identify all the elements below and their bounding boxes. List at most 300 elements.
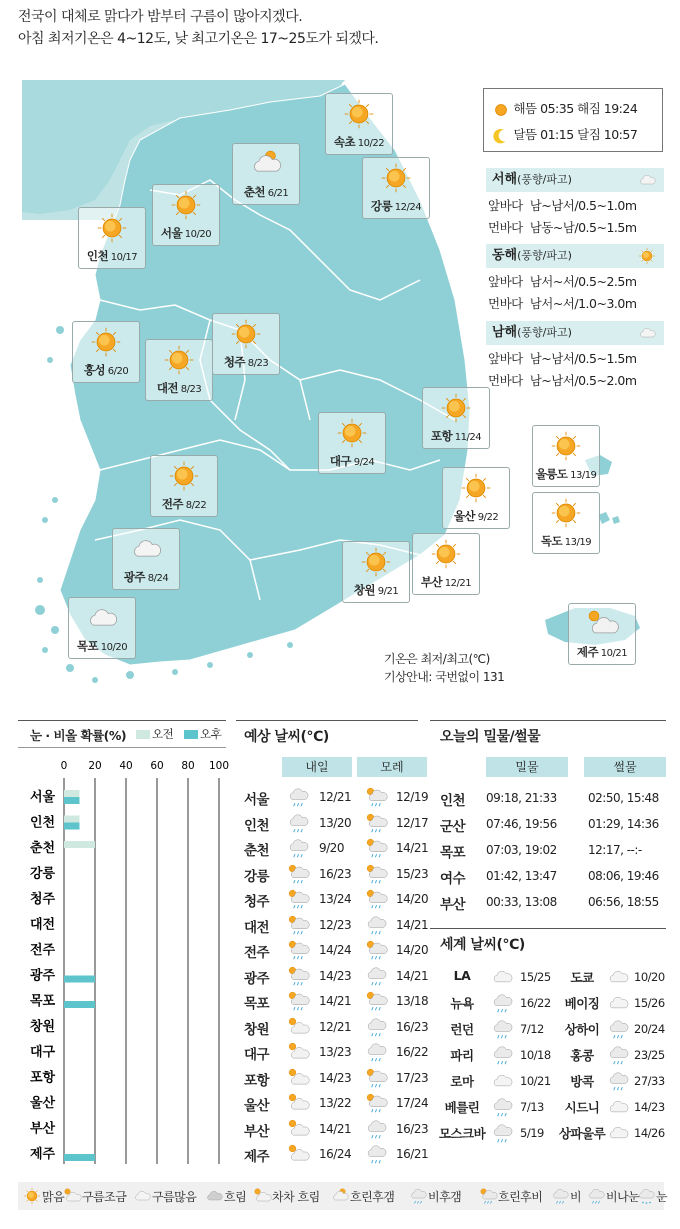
world-temp-left: 5/19 xyxy=(520,1126,544,1140)
sun-rain-icon xyxy=(364,939,388,961)
sun-icon xyxy=(458,472,494,504)
city-name: 춘천 xyxy=(243,185,266,199)
legend-pm-swatch xyxy=(184,730,198,739)
forecast-tomorrow-temp: 13/23 xyxy=(319,1045,352,1059)
city-name: 속초 xyxy=(333,135,356,149)
tides-title: 오늘의 밀물/썰물 xyxy=(440,729,541,745)
rain-bar-am xyxy=(64,841,95,848)
city-temp: 10/20 xyxy=(184,229,212,240)
sun-icon xyxy=(94,212,130,244)
sea-name: 동해 xyxy=(492,248,518,263)
cloud-icon xyxy=(128,533,164,565)
city-temp: 9/21 xyxy=(377,586,399,597)
city-label xyxy=(423,428,489,444)
legend-label: 흐림 xyxy=(224,1189,247,1204)
map-dokdo xyxy=(598,512,620,524)
forecast-col-dayafter: 모레 xyxy=(357,757,427,777)
city-box xyxy=(362,157,430,219)
tide-ebb: 06:56, 18:55 xyxy=(588,895,659,909)
weather-icon-legend xyxy=(18,1182,668,1210)
sun-rain-icon xyxy=(286,888,310,910)
legend-item xyxy=(252,1187,320,1205)
city-temp: 12/24 xyxy=(394,202,422,213)
moonset-label: 달짐 xyxy=(577,127,601,142)
sun-icon xyxy=(228,318,264,350)
forecast-dayafter-temp: 12/17 xyxy=(396,815,429,830)
cloud-icon xyxy=(634,171,660,189)
moonset-time: 10:57 xyxy=(603,127,638,142)
sun-icon xyxy=(168,189,204,221)
city-label xyxy=(443,508,509,524)
sun-rain-icon xyxy=(478,1187,498,1205)
forecast-city: 대구 xyxy=(244,1047,270,1063)
city-name: 울산 xyxy=(453,509,476,523)
sea-far-label: 먼바다 xyxy=(488,296,523,311)
cloud-icon xyxy=(84,602,120,634)
tide-flood: 00:33, 13:08 xyxy=(486,895,557,909)
cloud-rain-icon xyxy=(586,1187,606,1205)
sun-icon xyxy=(161,344,197,376)
forecast-city: 광주 xyxy=(244,970,270,987)
city-box xyxy=(422,387,490,449)
tide-ebb: 02:50, 15:48 xyxy=(588,791,659,805)
cloud-icon xyxy=(490,966,514,988)
city-temp: 10/22 xyxy=(357,138,385,149)
sea-far-value: 남~남서/0.5~2.0m xyxy=(529,373,637,388)
sea-name: 서해 xyxy=(492,172,518,187)
world-row xyxy=(436,1044,668,1068)
sea-far-value: 남서~서/1.0~3.0m xyxy=(529,296,637,311)
forecast-row xyxy=(244,888,429,912)
city-box xyxy=(412,533,480,595)
city-name: 대전 xyxy=(156,381,179,395)
sea-front-line xyxy=(486,272,664,290)
moon-icon xyxy=(492,127,510,145)
rain-bar-am xyxy=(64,816,80,823)
city-name: 강릉 xyxy=(370,199,393,213)
sunset-label: 해짐 xyxy=(577,101,601,116)
city-box xyxy=(152,184,220,246)
world-temp-right: 14/26 xyxy=(634,1126,665,1140)
forecast-city: 제주 xyxy=(244,1149,270,1165)
legend-label: 흐린후비 xyxy=(498,1189,543,1204)
forecast-dayafter-temp: 15/23 xyxy=(396,866,429,881)
forecast-tomorrow-temp: 14/21 xyxy=(319,1121,352,1136)
city-name: 홍성 xyxy=(83,363,106,377)
forecast-dayafter-temp: 17/24 xyxy=(396,1096,429,1110)
city-label xyxy=(113,569,179,585)
forecast-city: 울산 xyxy=(244,1098,270,1114)
forecast-dayafter-temp: 17/23 xyxy=(396,1070,429,1085)
city-label xyxy=(413,574,479,590)
world-row xyxy=(436,1018,668,1042)
cloud-icon xyxy=(606,1122,630,1144)
world-temp-left: 15/25 xyxy=(520,970,551,984)
sea-front-value: 남~남서/0.5~1.0m xyxy=(529,198,637,213)
rain-city-name: 청주 xyxy=(30,892,56,907)
cloud-rain-icon xyxy=(606,1018,630,1040)
sea-front-value: 남~남서/0.5~1.5m xyxy=(529,351,637,366)
tide-city: 여수 xyxy=(440,871,466,887)
headline-line-1: 전국이 대체로 맑다가 밤부터 구름이 많아지겠다. xyxy=(18,9,303,25)
city-box xyxy=(442,467,510,529)
rain-city-name: 울산 xyxy=(30,1096,56,1111)
forecast-tomorrow-temp: 14/21 xyxy=(319,994,352,1008)
rain-city-name: 대전 xyxy=(30,917,56,933)
city-temp: 8/23 xyxy=(247,358,269,369)
legend-item xyxy=(132,1187,196,1205)
forecast-tomorrow-temp: 13/20 xyxy=(319,815,352,830)
legend-item xyxy=(550,1187,581,1205)
forecast-city: 부산 xyxy=(244,1123,270,1140)
sun-icon xyxy=(492,101,510,119)
sun-icon xyxy=(22,1187,42,1205)
rain-sub-rule xyxy=(18,747,226,748)
city-label xyxy=(73,362,139,378)
cloud-icon xyxy=(132,1187,152,1205)
cloud-sun-icon xyxy=(248,148,284,180)
rain-city-name: 광주 xyxy=(30,968,56,984)
city-box xyxy=(532,492,600,554)
cloud-rain-icon xyxy=(550,1187,570,1205)
tide-flood: 07:46, 19:56 xyxy=(486,817,557,831)
forecast-row xyxy=(244,812,429,836)
sea-header xyxy=(486,321,664,345)
sea-front-line xyxy=(486,196,664,214)
world-temp-left: 7/12 xyxy=(520,1022,544,1036)
rain-tick-label: 20 xyxy=(88,760,102,772)
city-name: 인천 xyxy=(86,249,109,263)
city-name: 전주 xyxy=(161,497,184,511)
forecast-row xyxy=(244,786,429,810)
tide-ebb: 08:06, 19:46 xyxy=(588,869,659,883)
world-city-left: LA xyxy=(453,968,471,983)
world-temp-right: 20/24 xyxy=(634,1022,665,1036)
legend-label: 구름많음 xyxy=(152,1189,197,1204)
forecast-dayafter-temp: 12/19 xyxy=(396,790,429,804)
cloud-rain-icon xyxy=(606,1044,630,1066)
city-box xyxy=(150,455,218,517)
world-city-left: 베를린 xyxy=(444,1100,480,1115)
sea-sub: (풍향/파고) xyxy=(517,173,572,186)
forecast-tomorrow-temp: 13/24 xyxy=(319,892,352,906)
cloud-rain-icon xyxy=(364,965,388,987)
sun-rain-icon xyxy=(364,990,388,1012)
world-city-right: 베이징 xyxy=(564,996,600,1011)
forecast-tomorrow-temp: 14/23 xyxy=(319,1070,352,1085)
cloud-rain-icon xyxy=(286,837,310,859)
forecast-row xyxy=(244,914,429,938)
forecast-city: 청주 xyxy=(244,894,270,910)
cloud-rain-icon xyxy=(364,1143,388,1165)
rain-tick-label: 100 xyxy=(208,760,230,772)
city-label xyxy=(233,184,299,200)
city-name: 광주 xyxy=(123,570,146,584)
city-label xyxy=(213,354,279,370)
cloud-icon xyxy=(606,966,630,988)
city-label xyxy=(319,453,385,469)
legend-item xyxy=(330,1187,394,1205)
cloud-icon xyxy=(634,324,660,342)
rain-city-name: 부산 xyxy=(30,1121,56,1137)
cloud-snow-icon xyxy=(636,1187,656,1205)
sea-header xyxy=(486,168,664,192)
forecast-row xyxy=(244,1143,429,1167)
legend-pm-label: 오후 xyxy=(200,727,222,741)
sun-rain-icon xyxy=(286,939,310,961)
city-name: 대구 xyxy=(329,454,352,468)
forecast-city: 포항 xyxy=(244,1072,270,1089)
cloud-rain-icon xyxy=(364,914,388,936)
forecast-tomorrow-temp: 12/23 xyxy=(319,917,352,932)
world-city-right: 상하이 xyxy=(564,1022,600,1037)
city-label xyxy=(69,638,135,654)
sun-rain-icon xyxy=(364,1067,388,1089)
city-temp: 10/17 xyxy=(110,252,138,263)
city-name: 서울 xyxy=(160,226,183,240)
city-box xyxy=(212,313,280,375)
rain-tick-label: 40 xyxy=(119,760,133,772)
tide-row xyxy=(440,865,666,889)
forecast-dayafter-temp: 14/20 xyxy=(396,943,429,957)
world-temp-right: 15/26 xyxy=(634,996,665,1010)
world-temp-right: 23/25 xyxy=(634,1048,665,1062)
tides-col-flood: 밀물 xyxy=(486,757,568,777)
rain-city-name: 대구 xyxy=(30,1045,56,1060)
world-city-right: 상파울루 xyxy=(558,1126,606,1141)
city-label xyxy=(153,225,219,241)
headline-line-2: 아침 최저기온은 4~12도, 낮 최고기온은 17~25도가 되겠다. xyxy=(18,31,379,47)
city-temp: 13/19 xyxy=(570,470,597,481)
legend-item xyxy=(586,1187,639,1205)
world-top-rule xyxy=(430,928,666,929)
sun-icon xyxy=(634,247,660,265)
rain-top-rule xyxy=(18,720,226,721)
forecast-city: 인천 xyxy=(244,817,270,834)
sun-moon-box xyxy=(483,88,663,152)
forecast-row xyxy=(244,837,429,861)
city-temp: 9/22 xyxy=(477,512,499,523)
tide-city: 목포 xyxy=(440,845,466,861)
forecast-tomorrow-temp: 13/22 xyxy=(319,1096,352,1110)
forecast-dayafter-temp: 16/21 xyxy=(396,1147,429,1161)
legend-item xyxy=(636,1187,667,1205)
sunset-time: 19:24 xyxy=(603,101,638,116)
city-temp: 6/20 xyxy=(107,366,129,377)
forecast-row xyxy=(244,1118,429,1142)
world-city-left: 런던 xyxy=(450,1022,474,1037)
sun-icon xyxy=(378,162,414,194)
city-temp: 12/21 xyxy=(444,578,472,589)
city-label xyxy=(326,134,392,150)
sun-icon xyxy=(548,430,584,462)
sea-block xyxy=(486,321,664,389)
rain-city-name: 목포 xyxy=(30,994,56,1009)
rain-city-name: 전주 xyxy=(30,943,56,958)
forecast-tomorrow-temp: 16/23 xyxy=(319,866,352,881)
cloud-icon xyxy=(606,992,630,1014)
sea-front-label: 앞바다 xyxy=(488,351,523,366)
city-label xyxy=(151,496,217,512)
forecast-dayafter-temp: 14/21 xyxy=(396,917,429,932)
world-city-left: 뉴욕 xyxy=(450,996,474,1011)
city-name: 청주 xyxy=(223,355,246,369)
city-label xyxy=(363,198,429,214)
cloud-rain-icon xyxy=(364,1016,388,1038)
city-temp: 6/21 xyxy=(267,188,289,199)
forecast-title: 예상 날씨(℃) xyxy=(244,729,329,745)
sun-rain-icon xyxy=(364,1092,388,1114)
city-temp: 13/19 xyxy=(564,537,592,548)
forecast-city: 서울 xyxy=(244,792,270,808)
forecast-row xyxy=(244,1016,429,1040)
city-temp: 9/24 xyxy=(353,457,375,468)
legend-item xyxy=(62,1187,126,1205)
world-city-right: 도쿄 xyxy=(570,970,594,985)
rain-tick-label: 80 xyxy=(181,760,195,772)
city-box xyxy=(72,321,140,383)
tides-col-ebb: 썰물 xyxy=(584,757,666,777)
sea-front-label: 앞바다 xyxy=(488,198,523,213)
world-city-left: 파리 xyxy=(450,1048,474,1063)
cloud-rain-icon xyxy=(286,786,310,808)
world-temp-left: 10/21 xyxy=(520,1074,551,1088)
world-city-right: 방콕 xyxy=(570,1074,594,1089)
sea-sub: (풍향/파고) xyxy=(517,249,572,262)
legend-item xyxy=(478,1187,542,1205)
cloud-rain-icon xyxy=(606,1070,630,1092)
sun-cloud-icon xyxy=(286,1118,310,1140)
cloud-rain-icon xyxy=(364,1041,388,1063)
tide-row xyxy=(440,839,666,863)
city-temp: 10/21 xyxy=(600,648,628,659)
sun-rain-icon xyxy=(364,786,388,808)
sun-rain-icon xyxy=(286,863,310,885)
legend-label: 구름조금 xyxy=(82,1189,127,1204)
legend-item xyxy=(204,1187,246,1205)
rain-bar-pm xyxy=(64,976,95,983)
legend-label: 차차 흐림 xyxy=(272,1189,320,1204)
forecast-row xyxy=(244,1041,429,1065)
tide-ebb: 01:29, 14:36 xyxy=(588,817,659,831)
forecast-city: 전주 xyxy=(244,945,270,961)
sun-icon xyxy=(334,417,370,449)
forecast-row xyxy=(244,1067,429,1091)
forecast-col-tomorrow: 내일 xyxy=(282,757,352,777)
city-name: 창원 xyxy=(353,583,376,597)
rain-city-name: 인천 xyxy=(30,815,56,831)
world-temp-left: 10/18 xyxy=(520,1048,551,1062)
forecast-top-rule xyxy=(236,720,418,721)
city-name: 제주 xyxy=(576,645,599,659)
legend-label: 비 xyxy=(570,1189,582,1204)
sea-front-label: 앞바다 xyxy=(488,274,523,289)
city-box xyxy=(318,412,386,474)
sun-icon xyxy=(166,460,202,492)
forecast-dayafter-temp: 14/21 xyxy=(396,968,429,983)
tide-flood: 09:18, 21:33 xyxy=(486,791,557,805)
city-label xyxy=(569,644,635,660)
sea-block xyxy=(486,244,664,312)
city-label xyxy=(533,466,599,482)
city-box xyxy=(78,207,146,269)
world-row xyxy=(436,992,668,1016)
legend-label: 맑음 xyxy=(42,1189,65,1204)
city-box xyxy=(232,143,300,205)
city-label xyxy=(343,582,409,598)
forecast-tomorrow-temp: 14/23 xyxy=(319,968,352,983)
world-temp-right: 14/23 xyxy=(634,1100,665,1114)
rain-tick-label: 60 xyxy=(150,760,164,772)
city-name: 독도 xyxy=(540,534,563,548)
rain-title: 눈 · 비올 확률(%) xyxy=(30,728,127,743)
world-temp-left: 7/13 xyxy=(520,1100,544,1114)
city-label xyxy=(79,248,145,264)
forecast-row xyxy=(244,939,429,963)
cloud-rain-icon xyxy=(408,1187,428,1205)
forecast-city: 춘천 xyxy=(244,843,270,859)
cloud-dark-icon xyxy=(204,1187,224,1205)
city-name: 포항 xyxy=(430,429,453,443)
sea-far-line xyxy=(486,371,664,389)
sea-front-line xyxy=(486,349,664,367)
world-city-right: 홍콩 xyxy=(570,1048,594,1063)
world-city-left: 로마 xyxy=(450,1074,474,1089)
forecast-dayafter-temp: 13/18 xyxy=(396,994,429,1008)
world-row xyxy=(436,966,668,990)
world-temp-right: 27/33 xyxy=(634,1074,665,1088)
sun-cloud-icon xyxy=(286,1092,310,1114)
rain-bar-pm xyxy=(64,1154,95,1161)
city-name: 부산 xyxy=(420,575,443,589)
city-temp: 8/22 xyxy=(185,500,207,511)
city-temp: 8/24 xyxy=(147,573,169,584)
forecast-tomorrow-temp: 12/21 xyxy=(319,1019,352,1034)
tide-city: 군산 xyxy=(440,819,466,835)
cloud-icon xyxy=(606,1096,630,1118)
sea-block xyxy=(486,168,664,236)
rain-city-name: 창원 xyxy=(30,1019,56,1035)
cloud-icon xyxy=(490,1070,514,1092)
city-box xyxy=(568,603,636,665)
cloud-rain-icon xyxy=(286,812,310,834)
sun-rain-icon xyxy=(364,837,388,859)
sea-far-label: 먼바다 xyxy=(488,373,523,388)
sun-cloud-icon xyxy=(286,1067,310,1089)
forecast-city: 대전 xyxy=(244,919,270,936)
forecast-row xyxy=(244,965,429,989)
rain-bar-pm xyxy=(64,1001,95,1008)
forecast-dayafter-temp: 14/21 xyxy=(396,841,429,855)
city-label xyxy=(146,380,212,396)
cloud-rain-icon xyxy=(364,1118,388,1140)
rain-city-name: 춘천 xyxy=(30,841,56,856)
city-temp: 11/24 xyxy=(454,432,482,443)
world-row xyxy=(436,1096,668,1120)
sea-far-label: 먼바다 xyxy=(488,220,523,235)
tide-flood: 01:42, 13:47 xyxy=(486,869,557,883)
city-box xyxy=(532,425,600,487)
cloud-rain-icon xyxy=(490,1096,514,1118)
legend-item xyxy=(22,1187,64,1205)
sea-name: 남해 xyxy=(492,325,518,340)
forecast-dayafter-temp: 16/22 xyxy=(396,1045,429,1059)
legend-label: 비후갬 xyxy=(428,1189,462,1204)
rain-city-name: 포항 xyxy=(30,1070,56,1086)
rain-bar-pm xyxy=(64,797,80,804)
world-temp-left: 16/22 xyxy=(520,996,551,1010)
rain-city-name: 제주 xyxy=(30,1147,56,1162)
